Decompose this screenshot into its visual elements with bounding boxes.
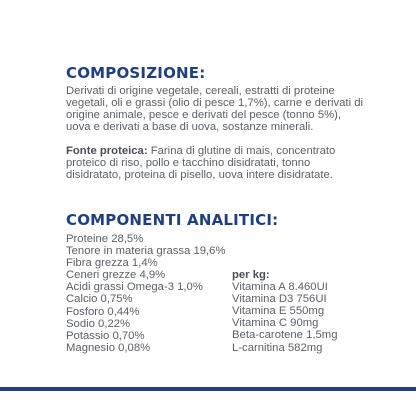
analytical-heading: COMPONENTI ANALITICI: <box>66 211 279 229</box>
additive-item: Beta-carotene 1,5mg <box>232 329 338 342</box>
analytical-components-list <box>66 233 226 354</box>
additive-item: Vitamina C 90mg <box>232 317 319 330</box>
per-kg-list <box>232 269 338 354</box>
component-item: Potassio 0,70% <box>66 329 145 342</box>
component-item: Proteine 28,5% <box>66 233 144 245</box>
additive-item: Vitamina D3 756UI <box>232 293 327 306</box>
additive-item: Vitamina A 8.460UI <box>232 281 328 294</box>
bottom-accent-bar <box>0 387 416 391</box>
component-item: Calcio 0,75% <box>66 293 133 306</box>
component-item: Tenore in materia grassa 19,6% <box>66 245 226 258</box>
per-kg-label: per kg: <box>232 269 270 281</box>
additive-item: Vitamina E 550mg <box>232 305 325 318</box>
protein-source-label: Fonte proteica: <box>66 145 148 157</box>
protein-source-paragraph <box>66 145 366 181</box>
component-item: Fosforo 0,44% <box>66 305 140 318</box>
component-item: Sodio 0,22% <box>66 317 131 330</box>
component-item: Magnesio 0,08% <box>66 341 151 354</box>
additive-item: L-carnitina 582mg <box>232 341 323 354</box>
composition-text: Derivati di origine vegetale, cereali, estratti di proteine vegetali, oli e grassi (olio di pesce 1,7%), carne e derivati di origine animale, pesce e derivati del pesce (tonno 5%), uova e derivati a base di uova, sostanze minerali. <box>66 85 364 134</box>
composition-heading: COMPOSIZIONE: <box>66 64 206 82</box>
protein-source-text: Farina di glutine di mais, concentrato proteico di riso, pollo e tacchino disidratati, tonno disidratato, proteina di pisello, uova intere disidratate. <box>66 145 336 182</box>
component-item: Ceneri grezze 4,9% <box>66 269 166 282</box>
component-item: Acidi grassi Omega-3 1,0% <box>66 281 203 294</box>
component-item: Fibra grezza 1,4% <box>66 257 158 270</box>
